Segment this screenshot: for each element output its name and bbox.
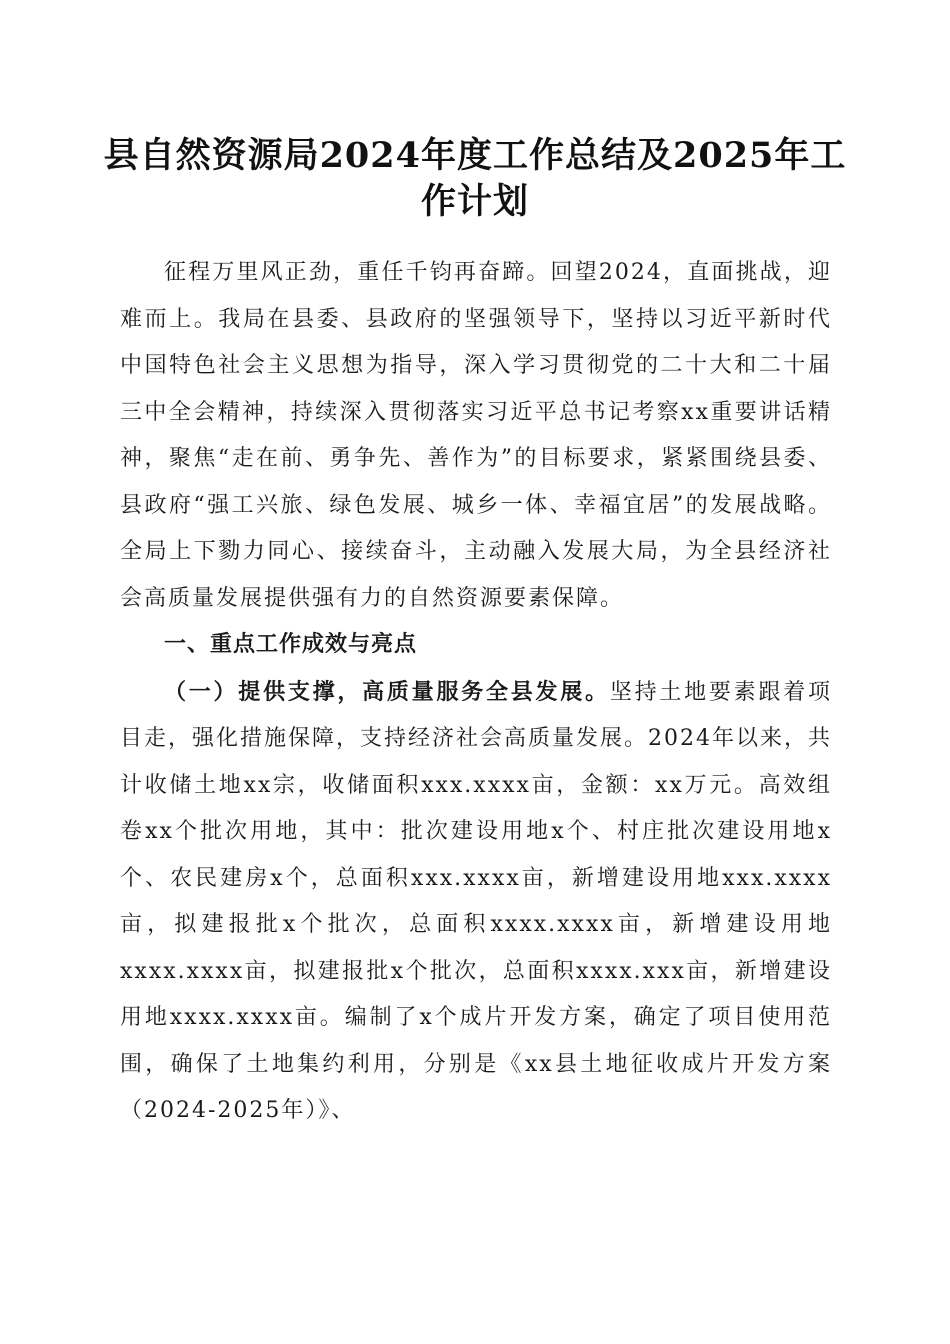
- subsection-lead: （一）提供支撑，高质量服务全县发展。: [164, 678, 610, 705]
- document-title: 县自然资源局2024年度工作总结及2025年工作计划: [103, 135, 847, 222]
- subsection-paragraph: [120, 669, 832, 1135]
- intro-paragraph: 征程万里风正劲，重任千钧再奋蹄。回望2024，直面挑战，迎难而上。我局在县委、县政府的坚强领导下，坚持以习近平新时代中国特色社会主义思想为指导，深入学习贯彻党的二十大和二十届三中全会精神，持续深入贯彻落实习近平总书记考察xx重要讲话精神，聚焦“走在前、勇争先、善作为”的目标要求，紧紧围绕县委、县政府“强工兴旅、绿色发展、城乡一体、幸福宜居”的发展战略。全局上下勠力同心、接续奋斗，主动融入发展大局，为全县经济社会高质量发展提供强有力的自然资源要素保障。: [120, 260, 832, 611]
- document-body: [120, 250, 832, 1135]
- section-heading: 一、重点工作成效与亮点: [164, 632, 418, 657]
- subsection-body: 坚持土地要素跟着项目走，强化措施保障，支持经济社会高质量发展。2024年以来，共计收储土地xx宗，收储面积xxx.xxxx亩，金额：xx万元。高效组卷xx个批次用地，其中：批次建设用地x个、村庄批次建设用地x个、农民建房x个，总面积xxx.xxxx亩，新增建设用地xxx.xxxx亩，拟建报批x个批次，总面积xxxx.xxxx亩，新增建设用地xxxx.xxxx亩，拟建报批x个批次，总面积xxxx.xxx亩，新增建设用地xxxx.xxxx亩。编制了x个成片开发方案，确定了项目使用范围，确保了土地集约利用，分别是《xx县土地征收成片开发方案（2024-2025年）》、: [120, 679, 832, 1123]
